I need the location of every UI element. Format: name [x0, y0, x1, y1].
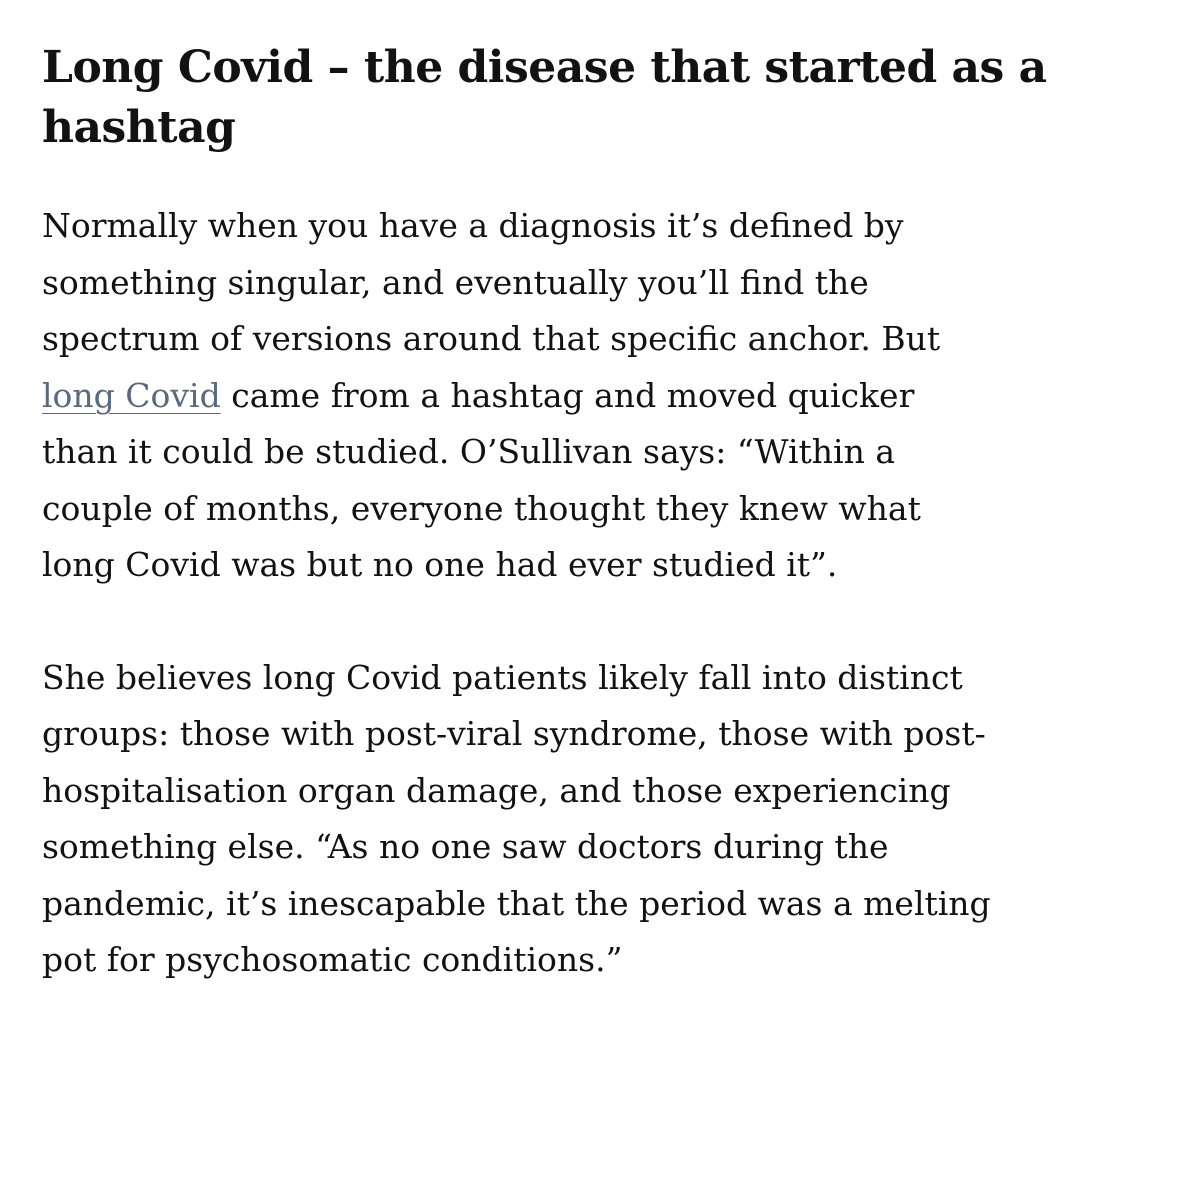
- paragraph-line: something else. “As no one saw doctors during the: [42, 827, 889, 866]
- article-subheading: [42, 38, 1162, 158]
- paragraph-line: groups: those with post-viral syndrome, those with post-: [42, 714, 986, 753]
- paragraph-2: [42, 650, 1162, 989]
- long-covid-link[interactable]: long Covid: [42, 375, 221, 415]
- paragraph-line: spectrum of versions around that specific anchor. But: [42, 319, 941, 358]
- paragraph-line: She believes long Covid patients likely fall into distinct: [42, 657, 963, 697]
- paragraph-line: [42, 368, 1162, 425]
- paragraph-line: hospitalisation organ damage, and those experiencing: [42, 770, 951, 810]
- paragraph-line: long Covid was but no one had ever studied it”.: [42, 545, 838, 584]
- paragraph-line: pandemic, it’s inescapable that the period was a melting: [42, 883, 991, 923]
- paragraph-line: Normally when you have a diagnosis it’s defined by: [42, 206, 904, 245]
- article: [42, 38, 1162, 989]
- paragraph-line: pot for psychosomatic conditions.”: [42, 940, 623, 979]
- headline-line: hashtag: [42, 102, 236, 153]
- paragraph-line: something singular, and eventually you’ll find the: [42, 262, 869, 302]
- paragraph-line-text: came from a hashtag and moved quicker: [220, 375, 915, 415]
- paragraph-1: [42, 198, 1162, 594]
- paragraph-line: than it could be studied. O’Sullivan says: “Within a: [42, 432, 896, 471]
- headline-line: Long Covid – the disease that started as a: [42, 42, 1047, 93]
- paragraph-line: couple of months, everyone thought they knew what: [42, 488, 921, 528]
